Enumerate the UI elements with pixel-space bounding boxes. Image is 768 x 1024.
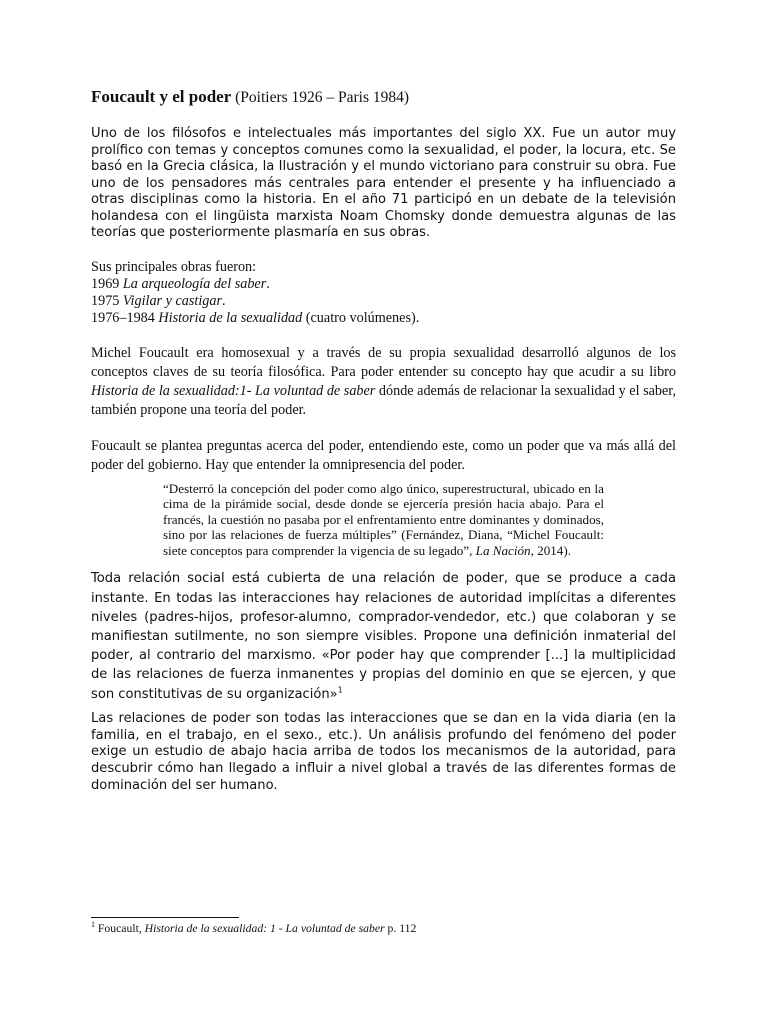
relations-paragraph: Toda relación social está cubierta de una relación de poder, que se produce a cada instante. En todas las interacciones hay relaciones de autoridad implícitas a diferentes niveles (padres-hijos, profesor-alumno, comprador-vendedor, etc.) que colaboran y se manifiestan sutilmente, no son siempre visibles. Propone una definición inmaterial del poder, al contrario del marxismo. «Por poder hay que comprender [...] la multiplicidad de las relaciones de fuerza inmanentes y propias del dominio en que se ejercen, y que son constitutivas de su organización»$^1$ [91, 571, 676, 702]
footnote-ref[interactable]: 1 [337, 685, 343, 695]
footnote-separator [91, 917, 239, 918]
document-title [91, 86, 676, 109]
works-intro: Sus principales obras fueron: [91, 258, 257, 275]
intro-paragraph: Uno de los filósofos e intelectuales más importantes del siglo XX. Fue un autor muy prolífico con temas y conceptos comunes como la sexualidad, el poder, la locura, etc. Se basó en la Grecia clásica, la Ilustración y el mundo victoriano para construir su obra. Fue uno de los pensadores más centrales para entender el presente y ha influenciado a otras disciplinas como la historia. En el año 71 participó en un debate de la televisión holandesa con el lingüista marxista Noam Chomsky donde demuestra algunas de las teorías que posteriormente plasmaría en sus obras. [91, 126, 676, 240]
power-paragraph: Foucault se plantea preguntas acerca del poder, entendiendo este, como un poder que va más allá del poder del gobierno. Hay que entender la omnipresencia del poder. [91, 437, 676, 473]
block-quote: “Desterró la concepción del poder como algo único, superestructural, ubicado en la cima de la pirámide social, desde donde se ejercería presión hacia abajo. Para el francés, la cuestión no pasaba por el enfrentamiento entre dominantes y dominados, sino por las relaciones de fuerza múltiples” (Fernández, Diana, “Michel Foucault: siete conceptos para comprender la vigencia de su legado”, La Nación, 2014). [163, 480, 604, 558]
work-item: 1976–1984 Historia de la sexualidad (cuatro volúmenes). [91, 309, 420, 326]
title-dates: (Poitiers 1926 – Paris 1984) [231, 89, 410, 106]
work-item: 1969 La arqueología del saber. [91, 275, 270, 292]
footnote: $^1$ Foucault, Historia de la sexualidad: 1 - La voluntad de saber p. 112 [91, 920, 417, 935]
document-body [91, 86, 676, 795]
title-bold: Foucault y el poder [91, 87, 232, 106]
closing-paragraph: Las relaciones de poder son todas las interacciones que se dan en la vida diaria (en la familia, en el trabajo, en el sexo., etc.). Un análisis profundo del fenómeno del poder exige un estudio de abajo hacia arriba de todos los mecanismos de la autoridad, para descubrir cómo han llegado a influir a nivel global a través de las diferentes formas de dominación del ser humano. [91, 710, 676, 794]
work-item: 1975 Vigilar y castigar. [91, 292, 226, 309]
sexuality-paragraph: Michel Foucault era homosexual y a través de su propia sexualidad desarrolló algunos de los conceptos claves de su teoría filosófica. Para poder entender su concepto hay que acudir a su libro Historia de la sexualidad:1- La voluntad de saber dónde además de relacionar la sexualidad y el saber, también propone una teoría del poder. [91, 344, 677, 418]
works-list [91, 259, 676, 327]
